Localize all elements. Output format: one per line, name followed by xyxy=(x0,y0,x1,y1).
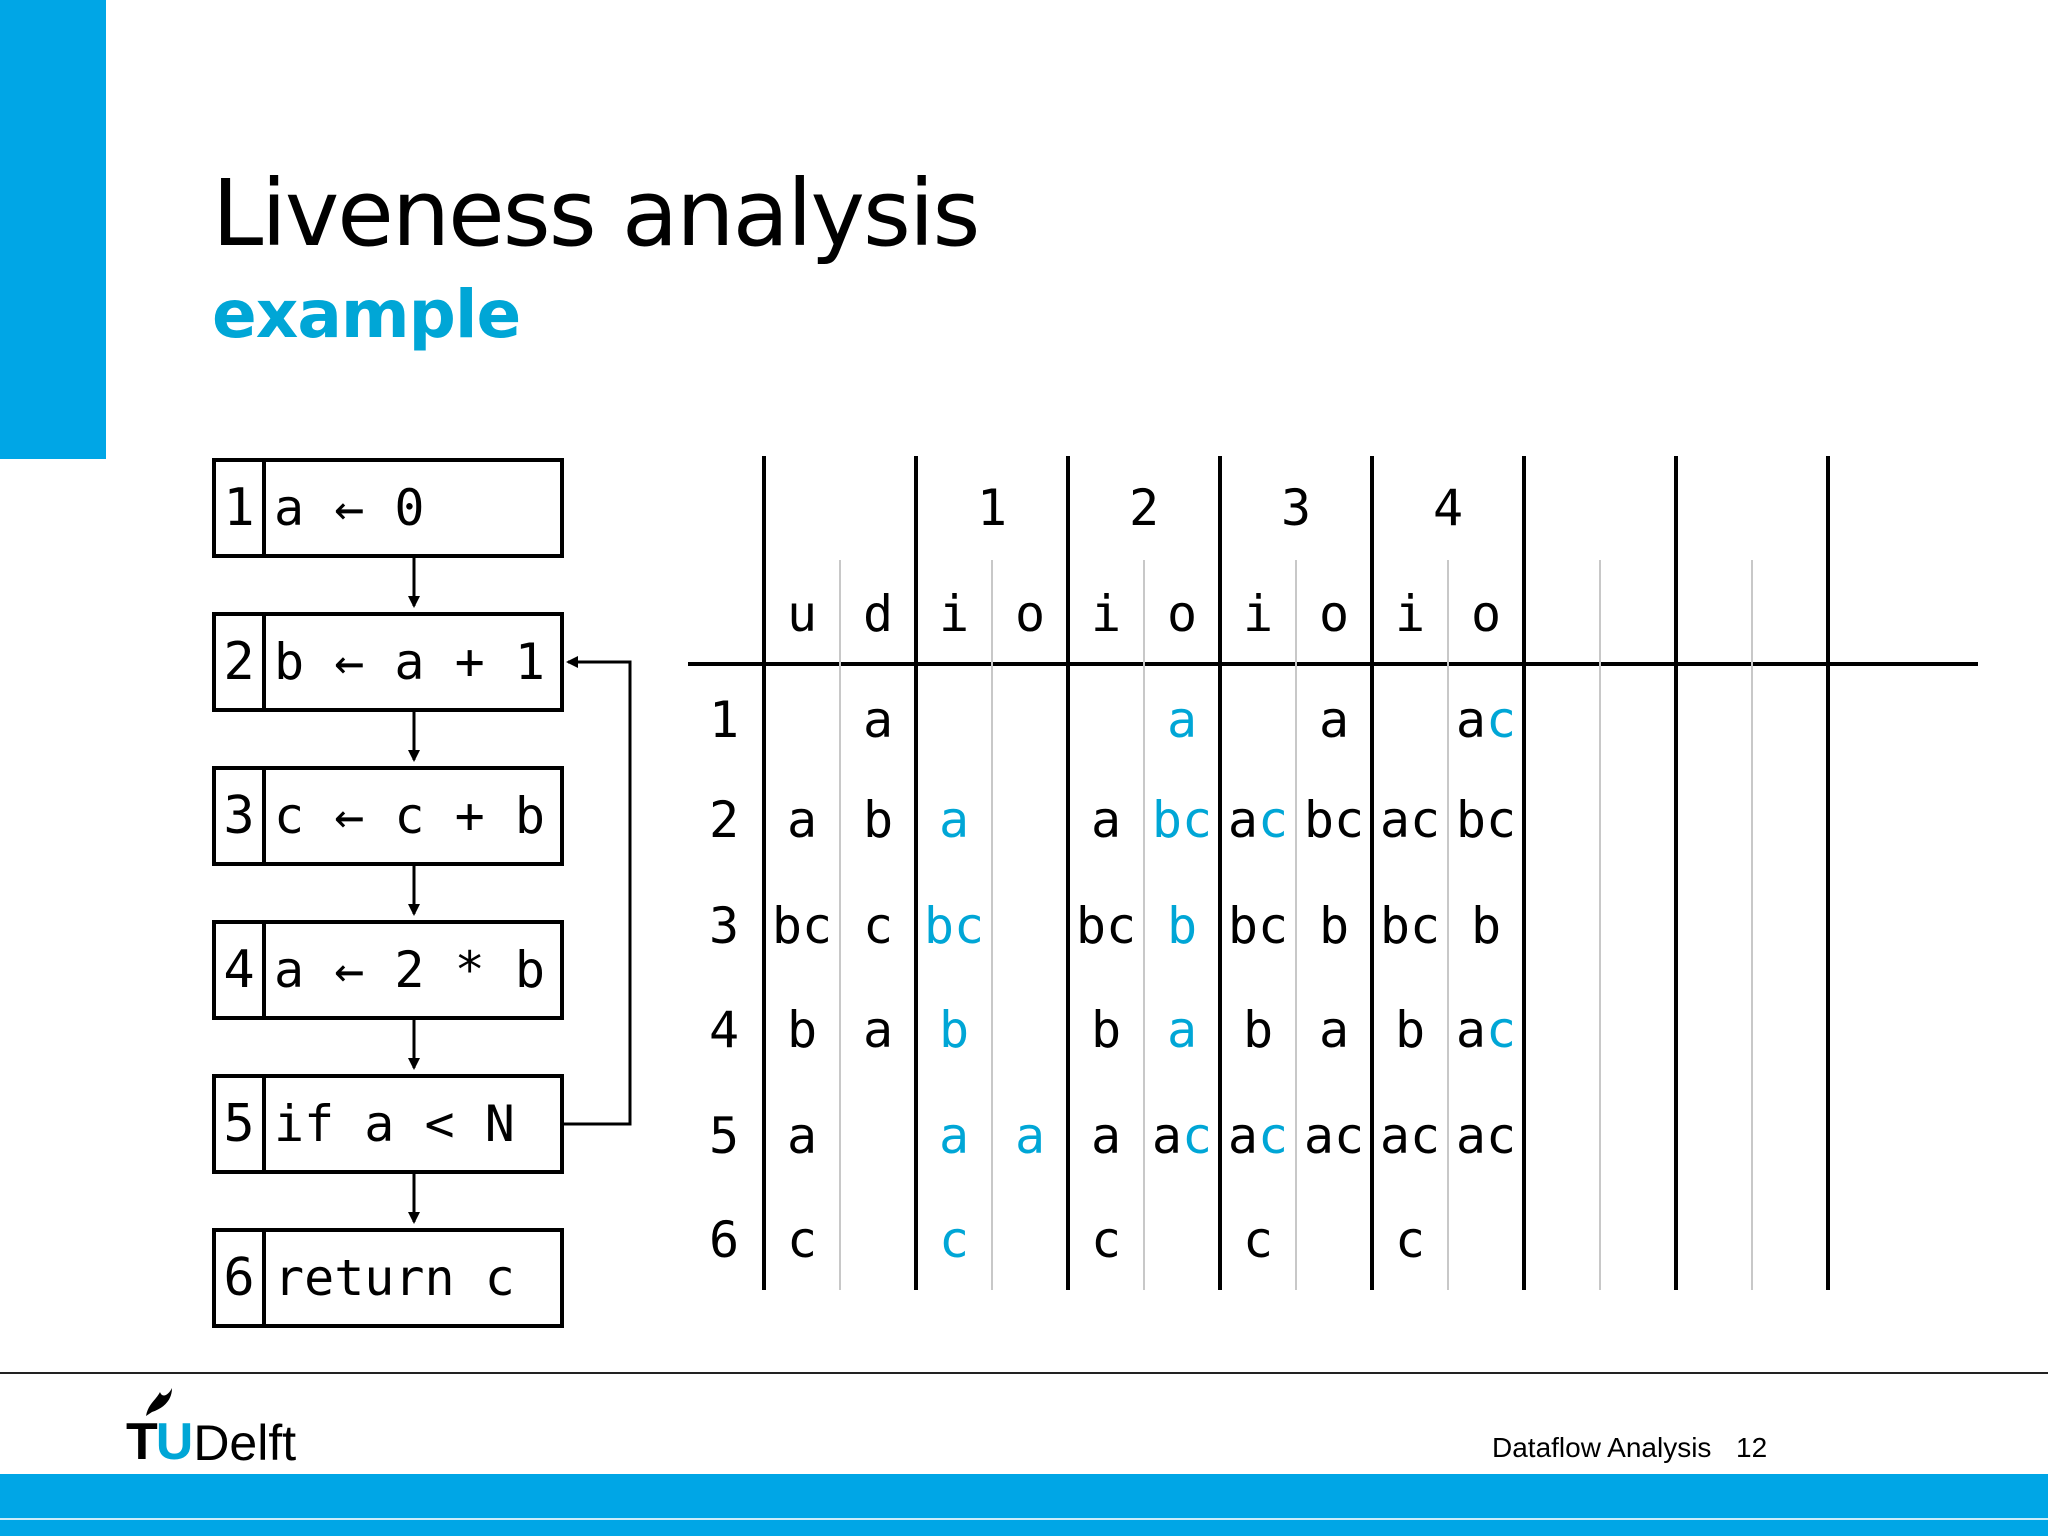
page-number: 12 xyxy=(1736,1432,1768,1463)
table-cell xyxy=(1372,790,1448,850)
table-cell xyxy=(1144,690,1220,750)
table-cell xyxy=(1068,896,1144,956)
table-cell xyxy=(764,1000,840,1060)
logo-letter: U xyxy=(155,1413,192,1471)
cell-text: b xyxy=(1318,897,1350,955)
column-subheader: i xyxy=(1242,585,1274,643)
table-cell xyxy=(840,896,916,956)
cell-text: c xyxy=(1394,1211,1426,1269)
cell-text: b xyxy=(1090,1001,1122,1059)
cell-text: a xyxy=(1318,1001,1350,1059)
cell-text: a xyxy=(1227,1107,1258,1165)
table-cell xyxy=(1144,896,1220,956)
column-subheader: o xyxy=(1166,585,1198,643)
column-subheader: u xyxy=(786,585,818,643)
flame-icon xyxy=(138,1382,178,1422)
cell-text: c xyxy=(1486,691,1517,749)
cell-text: a xyxy=(1455,1001,1486,1059)
slide-title: Liveness analysis xyxy=(212,160,979,267)
slide-subtitle: example xyxy=(212,276,521,353)
table-cell xyxy=(1372,1106,1448,1166)
column-subheader: o xyxy=(1014,585,1046,643)
table-cell xyxy=(1296,690,1372,750)
cell-text: a xyxy=(862,1001,894,1059)
table-cell xyxy=(1448,1000,1524,1060)
footer-stripe xyxy=(0,1518,2048,1520)
footer-divider xyxy=(0,1372,2048,1374)
iteration-header: 4 xyxy=(1432,479,1464,537)
logo-delft: Delft xyxy=(193,1415,297,1471)
cell-text: ac xyxy=(1379,1107,1441,1165)
cell-text: a xyxy=(786,791,818,849)
flow-node-code: a ← 0 xyxy=(274,479,425,537)
table-cell xyxy=(764,1210,840,1270)
cell-text: b xyxy=(1470,897,1502,955)
row-label: 5 xyxy=(708,1107,740,1165)
column-subheader: o xyxy=(1470,585,1502,643)
table-cell xyxy=(1220,1106,1296,1166)
row-label: 3 xyxy=(708,897,740,955)
table-cell xyxy=(916,1000,992,1060)
column-subheader: i xyxy=(1394,585,1426,643)
column-subheader: d xyxy=(862,585,894,643)
flow-node-number: 3 xyxy=(216,770,266,862)
table-cell xyxy=(1220,790,1296,850)
table-cell xyxy=(1296,1000,1372,1060)
cell-text: a xyxy=(1014,1107,1046,1165)
cell-text: bc xyxy=(771,897,833,955)
table-cell xyxy=(1220,1000,1296,1060)
table-cell xyxy=(1448,790,1524,850)
table-cell xyxy=(1448,1106,1524,1166)
cell-text: c xyxy=(862,897,894,955)
table-cell xyxy=(1296,1106,1372,1166)
cell-text: a xyxy=(1090,791,1122,849)
iteration-header: 3 xyxy=(1280,479,1312,537)
iteration-header: 2 xyxy=(1128,479,1160,537)
table-cell xyxy=(1068,1000,1144,1060)
table-cell xyxy=(916,896,992,956)
cell-text: bc xyxy=(1303,791,1365,849)
cell-text: bc xyxy=(1151,791,1213,849)
table-cell xyxy=(1144,790,1220,850)
table-cell xyxy=(916,1210,992,1270)
table-cell xyxy=(1448,690,1524,750)
cell-text: bc xyxy=(923,897,985,955)
flow-node-code: c ← c + b xyxy=(274,787,545,845)
cell-text: b xyxy=(1394,1001,1426,1059)
cell-text: a xyxy=(1455,691,1486,749)
cell-text: ac xyxy=(1455,1107,1517,1165)
table-cell xyxy=(1220,1210,1296,1270)
cell-text: a xyxy=(1166,691,1198,749)
cell-text: c xyxy=(1242,1211,1274,1269)
cell-text: a xyxy=(862,691,894,749)
cell-text: a xyxy=(1166,1001,1198,1059)
flow-node-number: 1 xyxy=(216,462,266,554)
cell-text: b xyxy=(1166,897,1198,955)
cell-text: ac xyxy=(1379,791,1441,849)
row-label: 4 xyxy=(708,1001,740,1059)
table-cell xyxy=(840,790,916,850)
table-cell xyxy=(1296,896,1372,956)
row-label: 1 xyxy=(708,691,740,749)
row-label: 2 xyxy=(708,791,740,849)
table-cell xyxy=(1068,1106,1144,1166)
cell-text: c xyxy=(1258,791,1289,849)
flow-node-code: if a < N xyxy=(274,1095,515,1153)
cell-text: b xyxy=(862,791,894,849)
cell-text: bc xyxy=(1379,897,1441,955)
cell-text: a xyxy=(1090,1107,1122,1165)
cell-text: bc xyxy=(1075,897,1137,955)
cell-text: b xyxy=(938,1001,970,1059)
column-subheader: i xyxy=(1090,585,1122,643)
cell-text: bc xyxy=(1227,897,1289,955)
logo-letter: T xyxy=(126,1413,156,1471)
table-cell xyxy=(764,1106,840,1166)
table-cell xyxy=(1068,1210,1144,1270)
table-cell xyxy=(1372,1000,1448,1060)
flow-node-number: 2 xyxy=(216,616,266,708)
row-label: 6 xyxy=(708,1211,740,1269)
cell-text: ac xyxy=(1303,1107,1365,1165)
table-cell xyxy=(840,1000,916,1060)
cell-text: a xyxy=(786,1107,818,1165)
cell-text: b xyxy=(786,1001,818,1059)
table-cell xyxy=(916,1106,992,1166)
column-subheader: i xyxy=(938,585,970,643)
cell-text: a xyxy=(1151,1107,1182,1165)
flow-node-code: b ← a + 1 xyxy=(274,633,545,691)
cell-text: c xyxy=(1090,1211,1122,1269)
table-cell xyxy=(764,896,840,956)
cell-text: c xyxy=(1486,1001,1517,1059)
footer-band xyxy=(0,1474,2048,1536)
cell-text: bc xyxy=(1455,791,1517,849)
flow-node-code: a ← 2 * b xyxy=(274,941,545,999)
footer-title: Dataflow Analysis xyxy=(1492,1432,1712,1463)
cell-text: a xyxy=(1318,691,1350,749)
table-cell xyxy=(916,790,992,850)
flow-node-number: 6 xyxy=(216,1232,266,1324)
table-cell xyxy=(1144,1000,1220,1060)
iteration-header: 1 xyxy=(976,479,1008,537)
cell-text: a xyxy=(938,1107,970,1165)
table-cell xyxy=(1448,896,1524,956)
cell-text: c xyxy=(938,1211,970,1269)
table-cell xyxy=(1296,790,1372,850)
table-cell xyxy=(1372,896,1448,956)
column-subheader: o xyxy=(1318,585,1350,643)
tudelft-logo xyxy=(126,1382,296,1472)
flow-node-number: 5 xyxy=(216,1078,266,1170)
cell-text: c xyxy=(786,1211,818,1269)
table-cell xyxy=(1144,1106,1220,1166)
table-cell xyxy=(992,1106,1068,1166)
cell-text: a xyxy=(938,791,970,849)
table-cell xyxy=(764,790,840,850)
cell-text: c xyxy=(1258,1107,1289,1165)
cell-text: b xyxy=(1242,1001,1274,1059)
flow-node-code: return c xyxy=(274,1249,515,1307)
cell-text: a xyxy=(1227,791,1258,849)
flow-node-number: 4 xyxy=(216,924,266,1016)
table-cell xyxy=(1372,1210,1448,1270)
table-cell xyxy=(1220,896,1296,956)
cell-text: c xyxy=(1182,1107,1213,1165)
table-cell xyxy=(840,690,916,750)
table-cell xyxy=(1068,790,1144,850)
